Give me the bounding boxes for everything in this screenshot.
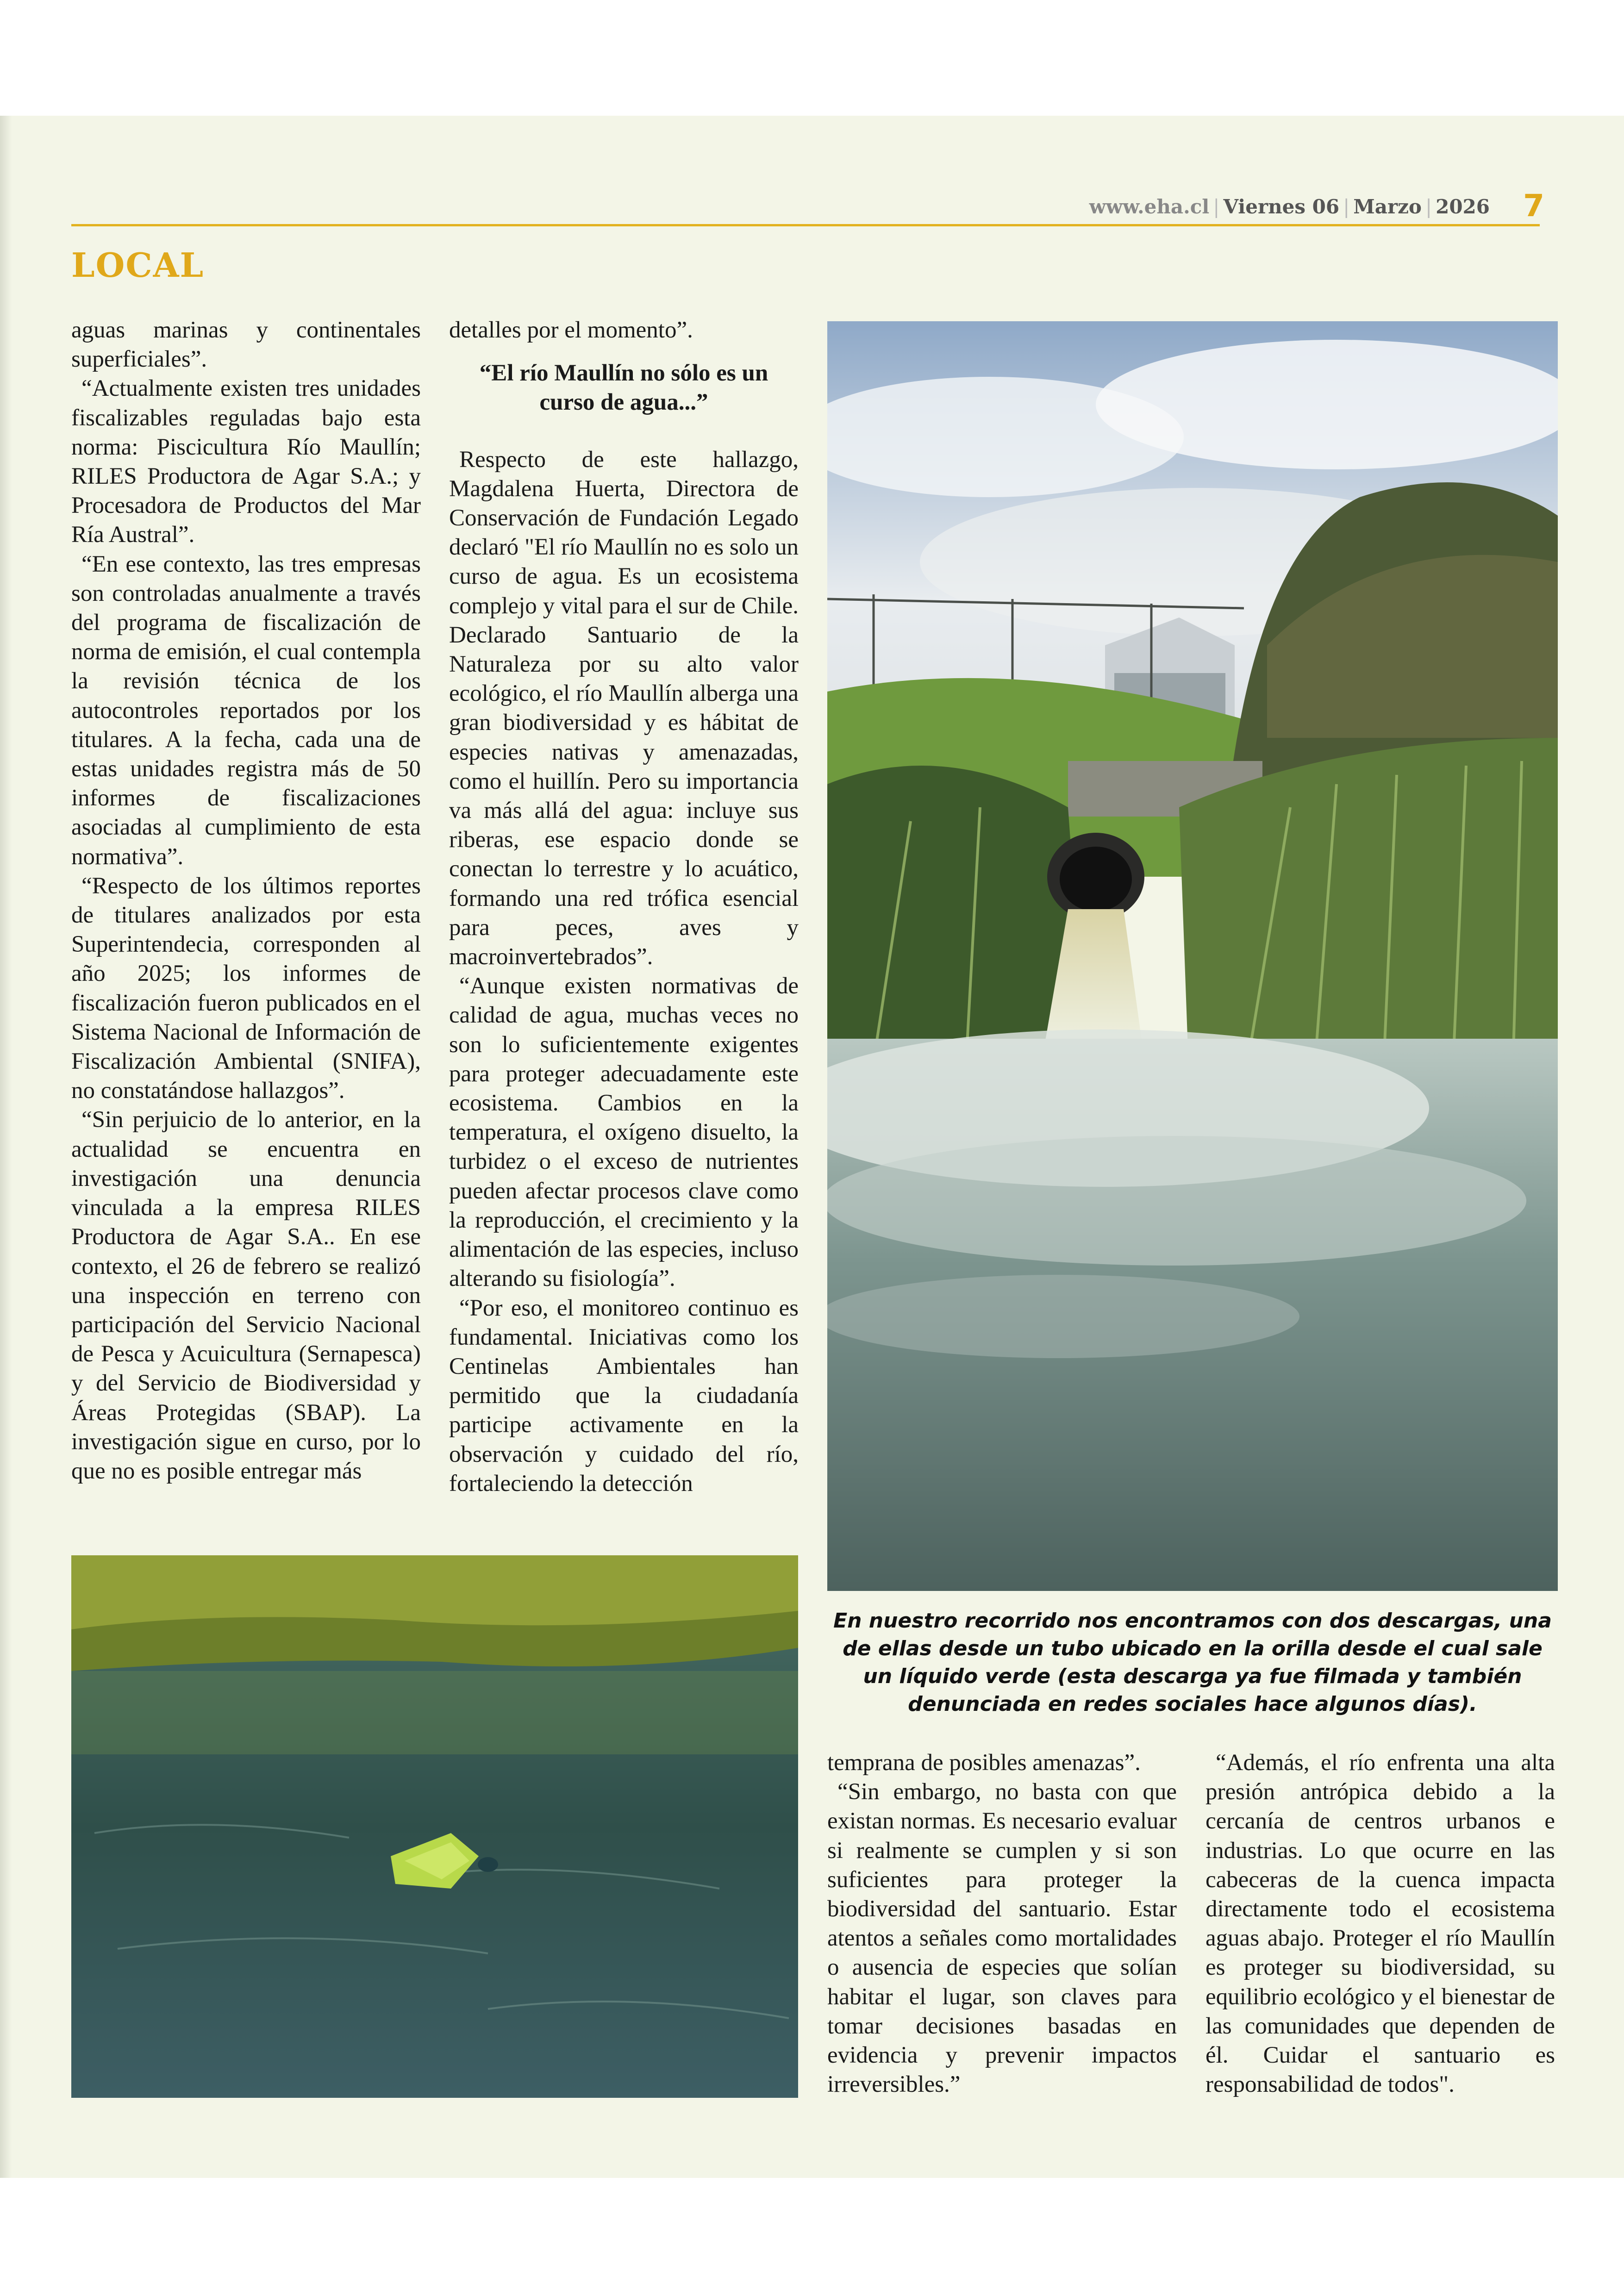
paragraph: “Actualmente existen tres unidades fiscalizables reguladas bajo esta norma: Piscicultura Río Maullín; RILES Productora de Agar S.A.; y Procesadora de Productos del Mar Ría Austral”. [71,375,421,548]
paragraph: “Sin perjuicio de lo anterior, en la actualidad se encuentra en investigación una denuncia vinculada a la empresa RILES Productora de Agar S.A.. En ese contexto, el 26 de febrero se realizó una inspección en terreno con participación del Servicio Nacional de Pesca y Acuicultura (Sernapesca) y del Servicio de Biodiversidad y Áreas Protegidas (SBAP). La investigación sigue en curso, por lo que no es posible entregar más [71,1107,421,1484]
outfall-pipe-illustration [827,321,1558,1591]
paragraph: aguas marinas y continentales superficiales”. [71,317,421,373]
page-header-meta: www.eha.cl | Viernes 06 | Marzo | 2026 [1089,195,1490,218]
article-column-1 [71,316,421,1486]
header-rule [71,224,1540,226]
paragraph: “Sin embargo, no basta con que existan normas. Es necesario evaluar si realmente se cumplen y si son suficientes para proteger la biodiversidad del santuario. Estar atentos a señales como mortalidades o ausencia de especies que solían habitar el lugar, son claves para tomar decisiones basadas en evidencia y prevenir impactos irreversibles.” [827,1779,1177,2098]
header-year: 2026 [1436,195,1490,218]
section-label: LOCAL [71,245,205,285]
river-debris-photo [71,1555,798,2098]
article-column-3 [827,1748,1177,2099]
header-day: Viernes 06 [1223,195,1340,218]
paragraph: “Aunque existen normativas de calidad de agua, muchas veces no son lo suficientemente exigentes para proteger adecuadamente este ecosistema. Cambios en la temperatura, el oxígeno disuelto, la turbidez o el exceso de nutrientes pueden afectar procesos clave como la reproducción, el crecimiento y la alimentación de las especies, incluso alterando su fisiología”. [449,973,799,1292]
photo-caption: En nuestro recorrido nos encontramos con dos descargas, una de ellas desde un tubo ubicado en la orilla desde el cual sale un líquido verde (esta descarga ya fue filmada y también denunciada en redes sociales hace algunos días). [833,1609,1552,1716]
page-number: 7 [1523,188,1544,224]
paragraph: detalles por el momento”. [449,317,693,343]
article-column-2 [449,316,799,1498]
paragraph: Respecto de este hallazgo, Magdalena Huerta, Directora de Conservación de Fundación Legado declaró "El río Maullín no es solo un curso de agua. Es un ecosistema complejo y vital para el sur de Chile. Declarado Santuario de la Naturaleza por su alto valor ecológico, el río Maullín alberga una gran biodiversidad y es hábitat de especies nativas y amenazadas, como el huillín. Pero su importancia va más allá del agua: incluye sus riberas, ese espacio donde se conectan lo terrestre y lo acuático, formando una red trófica esencial para peces, aves y macroinvertebrados”. [449,446,799,970]
article-column-4 [1206,1748,1555,2099]
header-month: Marzo [1353,195,1422,218]
paragraph: “En ese contexto, las tres empresas son controladas anualmente a través del programa de fiscalización de norma de emisión, el cual contempla la revisión técnica de los autocontroles reportados por los titulares. A la fecha, cada una de estas unidades registra más de 50 informes de fiscalizaciones asociadas al cumplimiento de esta normativa”. [71,551,421,870]
article-subheading: “El río Maullín no sólo es un curso de agua...” [479,360,768,416]
outfall-pipe-photo [827,321,1558,1591]
paragraph: “Respecto de los últimos reportes de titulares analizados por esta Superintendecia, corresponden al año 2025; los informes de fiscalización fueron publicados en el Sistema Nacional de Información de Fiscalización Ambiental (SNIFA), no constatándose hallazgos”. [71,873,421,1104]
site-url[interactable]: www.eha.cl [1089,195,1210,218]
paragraph: “Además, el río enfrenta una alta presión antrópica debido a la cercanía de centros urbanos e industrias. Lo que ocurre en las cabeceras de la cuenca impacta directamente todo el ecosistema aguas abajo. Proteger el río Maullín es proteger su biodiversidad, su equilibrio ecológico y el bienestar de las comunidades que dependen de él. Cuidar el santuario es responsabilidad de todos". [1206,1750,1555,2098]
paragraph: temprana de posibles amenazas”. [827,1750,1141,1776]
paragraph: “Por eso, el monitoreo continuo es fundamental. Iniciativas como los Centinelas Ambientales han permitido que la ciudadanía participe activamente en la observación y cuidado del río, fortaleciendo la detección [449,1295,799,1497]
page-edge-shadow [0,116,12,2178]
river-illustration [71,1555,798,2098]
